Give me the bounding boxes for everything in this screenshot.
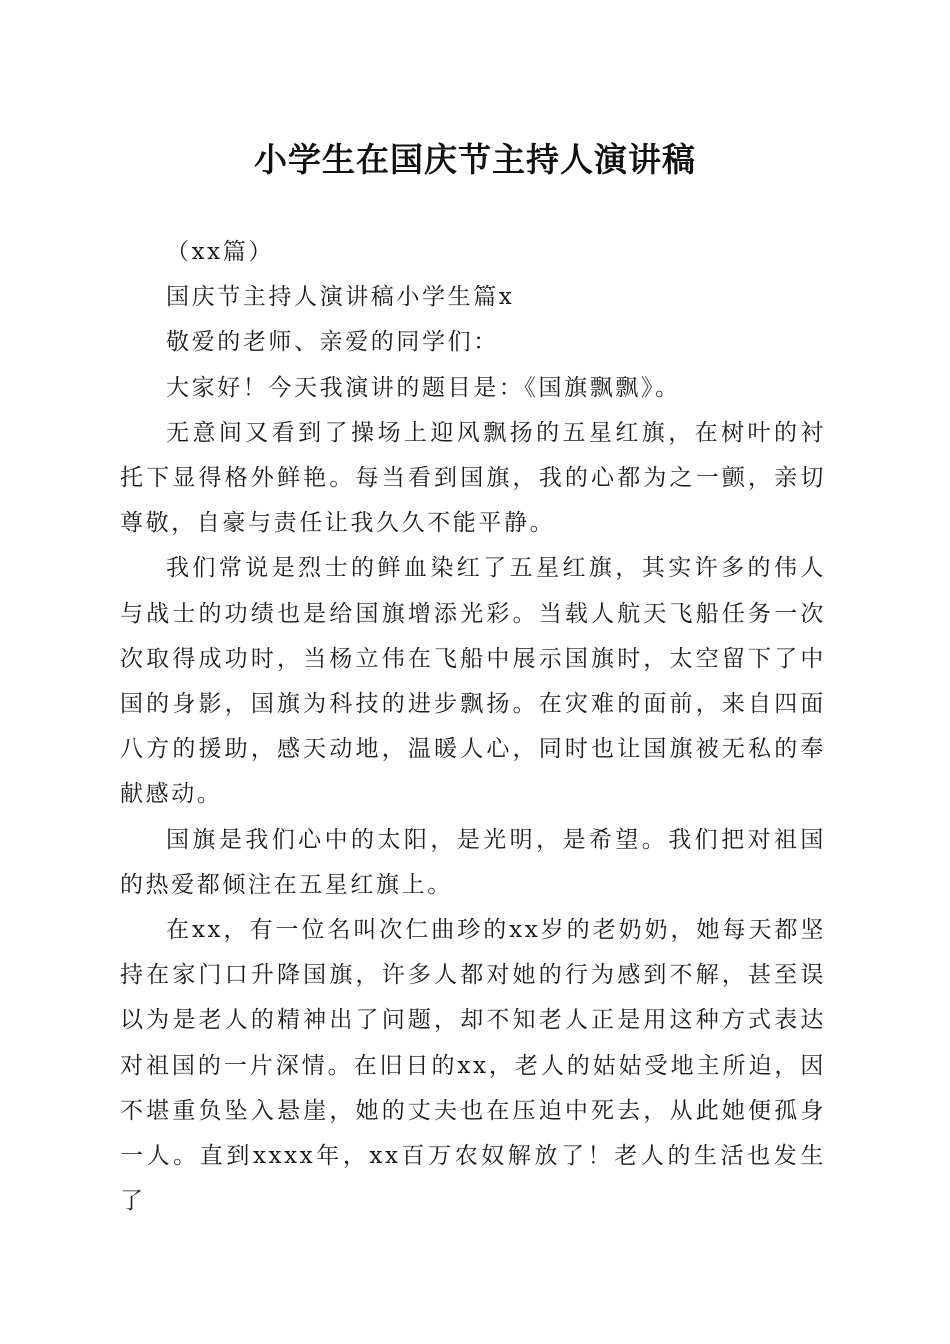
paragraph-body: 国旗是我们心中的太阳，是光明，是希望。我们把对祖国的热爱都倾注在五星红旗上。	[120, 826, 826, 898]
paragraph-greeting: 大家好！今天我演讲的题目是：《国旗飘飘》。	[166, 374, 681, 401]
paragraph-body: 我们常说是烈士的鲜血染红了五星红旗，其实许多的伟人与战士的功绩也是给国旗增添光彩。当载人航天飞船任务一次次取得成功时，当杨立伟在飞船中展示国旗时，太空留下了中国的身影，国旗为科技的进步飘扬。在灾难的面前，来自四面八方的援助，感天动地，温暖人心，同时也让国旗被无私的奉献感动。	[120, 555, 826, 808]
document-body	[120, 230, 826, 1224]
document-title: 小学生在国庆节主持人演讲稿	[254, 140, 696, 179]
paragraph-body: 无意间又看到了操场上迎风飘扬的五星红旗，在树叶的衬托下显得格外鲜艳。每当看到国旗，我的心都为之一颤，亲切尊敬，自豪与责任让我久久不能平静。	[120, 419, 826, 537]
paragraph-body: 在xx，有一位名叫次仁曲珍的xx岁的老奶奶，她每天都坚持在家门口升降国旗，许多人都对她的行为感到不解，甚至误以为是老人的精神出了问题，却不知老人正是用这种方式表达对祖国的一片深情。在旧日的xx，老人的姑姑受地主所迫，因不堪重负坠入悬崖，她的丈夫也在压迫中死去，从此她便孤身一人。直到xxxx年，xx百万农奴解放了！老人的生活也发生了	[120, 917, 826, 1215]
paragraph-salutation: 敬爱的老师、亲爱的同学们：	[166, 329, 499, 356]
paragraph-subtitle: 国庆节主持人演讲稿小学生篇x	[166, 284, 515, 311]
paragraph-chapter-note: （xx篇）	[166, 239, 274, 265]
